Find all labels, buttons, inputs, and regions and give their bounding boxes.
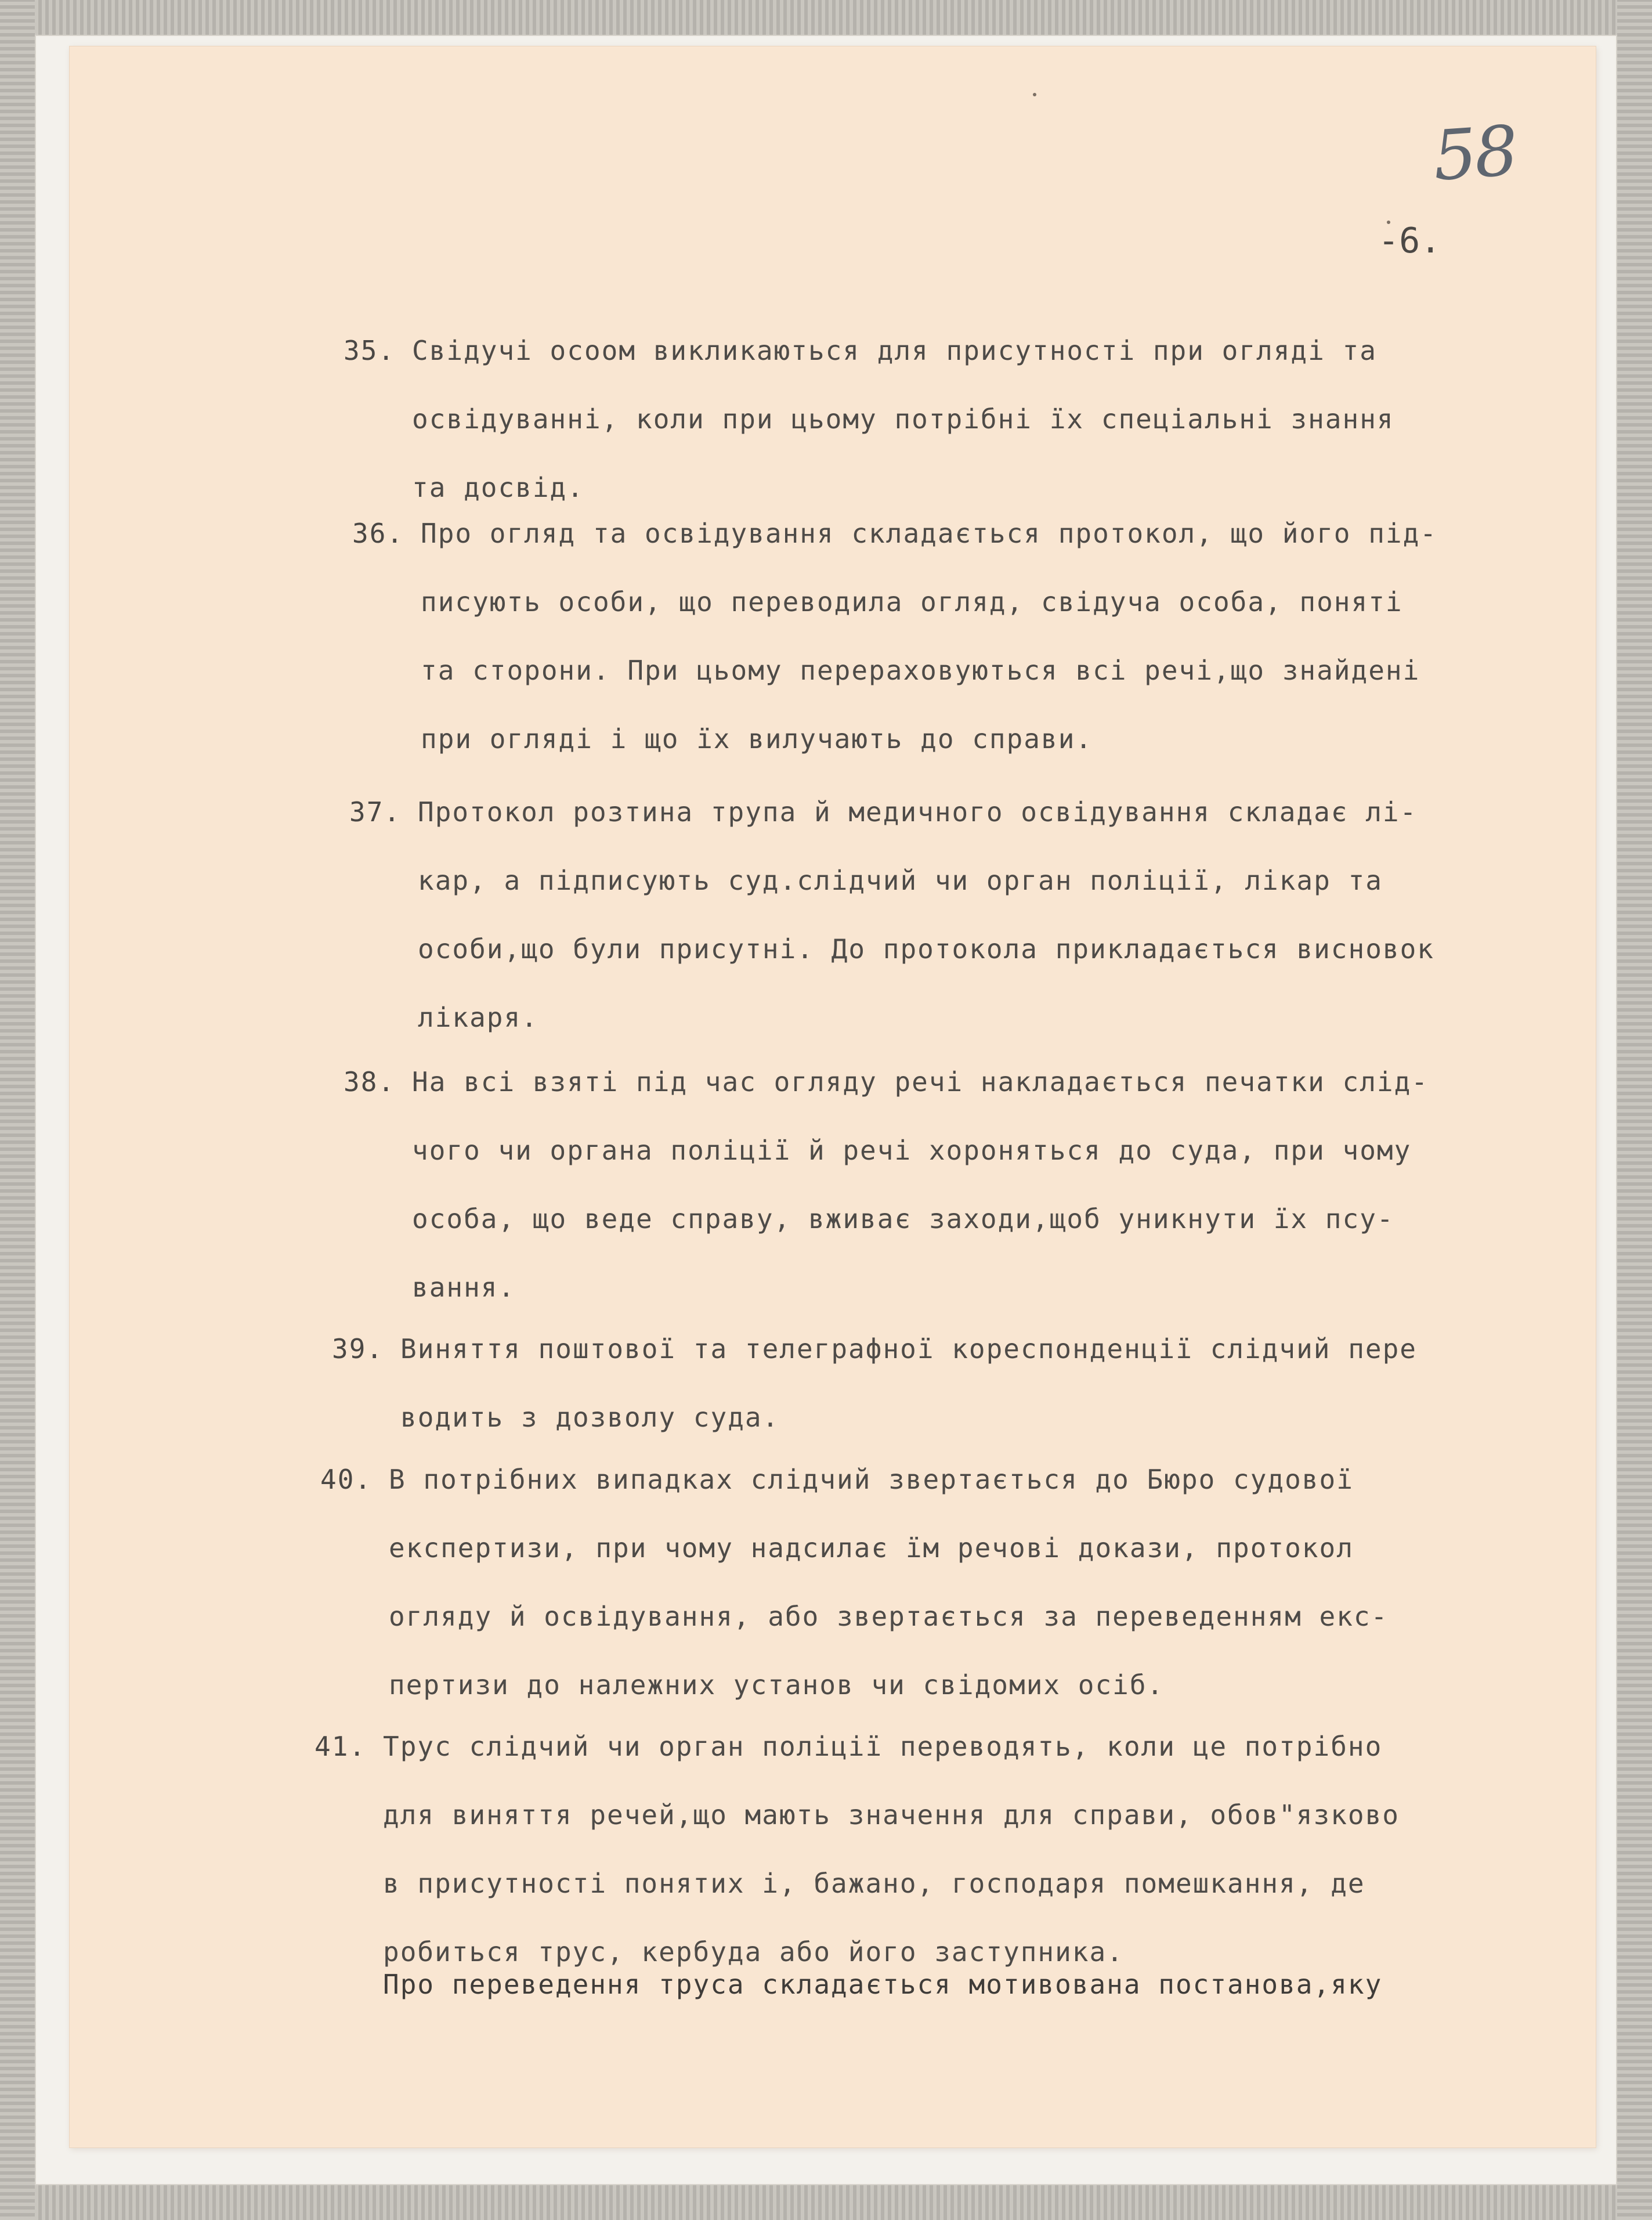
paragraph-39 bbox=[332, 1315, 1417, 1452]
paragraph-number: 39. bbox=[332, 1333, 384, 1365]
scan-border-top bbox=[0, 0, 1652, 35]
continuation-paragraph bbox=[383, 1950, 1382, 2019]
paragraph-number: 36. bbox=[352, 518, 404, 549]
paragraph-line: водить з дозволу суда. bbox=[400, 1402, 780, 1433]
paragraph-line: пертизи до належних установ чи свідомих осіб. bbox=[389, 1669, 1165, 1701]
paragraph-38 bbox=[344, 1048, 1429, 1322]
page-number: -6. bbox=[1378, 221, 1441, 261]
paragraph-line: та досвід. bbox=[412, 472, 584, 503]
paragraph-line: та сторони. При цьому перераховуються всі речі,що знайдені bbox=[421, 655, 1420, 686]
paragraph-line: Трус слідчий чи орган поліції переводять, коли це потрібно bbox=[383, 1731, 1383, 1762]
paragraph-line: Про огляд та освідування складається протокол, що його під- bbox=[421, 518, 1437, 549]
paragraph-number: 35. bbox=[344, 335, 396, 366]
paragraph-line: особи,що були присутні. До протокола прикладається висновок bbox=[418, 933, 1434, 965]
scan-border-bottom bbox=[0, 2185, 1652, 2220]
paragraph-35 bbox=[344, 316, 1394, 522]
paragraph-number: 40. bbox=[320, 1464, 373, 1495]
paragraph-41 bbox=[315, 1712, 1400, 1986]
paragraph-number: 37. bbox=[349, 796, 402, 828]
paragraph-40 bbox=[320, 1445, 1389, 1719]
paragraph-36 bbox=[352, 499, 1437, 773]
scan-border-right bbox=[1617, 0, 1652, 2220]
paragraph-line: Про переведення труса складається мотивована постанова,яку bbox=[383, 1969, 1383, 2000]
paragraph-line: в присутності понятих і, бажано, господаря помешкання, де bbox=[383, 1868, 1365, 1899]
paragraph-line: для виняття речей,що мають значення для справи, обов"язково bbox=[383, 1799, 1400, 1831]
paragraph-line: при огляді і що їх вилучають до справи. bbox=[421, 723, 1093, 755]
paper-speck bbox=[1033, 93, 1036, 96]
paragraph-line: писують особи, що переводила огляд, свідуча особа, поняті bbox=[421, 586, 1403, 618]
paragraph-line: На всі взяті під час огляду речі накладається печатки слід- bbox=[412, 1066, 1429, 1098]
paragraph-line: огляду й освідування, або звертається за переведенням екс- bbox=[389, 1601, 1389, 1632]
paragraph-line: В потрібних випадках слідчий звертається до Бюро судової bbox=[389, 1464, 1354, 1495]
paragraph-37 bbox=[349, 778, 1434, 1052]
paragraph-number: 41. bbox=[315, 1731, 367, 1762]
archive-folio-number: 58 bbox=[1430, 110, 1519, 196]
paragraph-line: Протокол розтина трупа й медичного освідування складає лі- bbox=[418, 796, 1418, 828]
scan-border-left bbox=[0, 0, 35, 2220]
paragraph-line: особа, що веде справу, вживає заходи,щоб уникнути їх псу- bbox=[412, 1203, 1394, 1234]
paragraph-line: чого чи органа поліції й речі хороняться до суда, при чому bbox=[412, 1135, 1412, 1166]
paragraph-line: Виняття поштової та телеграфної кореспонденції слідчий пере bbox=[400, 1333, 1417, 1365]
paragraph-line: кар, а підписують суд.слідчий чи орган поліції, лікар та bbox=[418, 865, 1383, 896]
paragraph-line: вання. bbox=[412, 1272, 516, 1303]
paragraph-number: 38. bbox=[344, 1066, 396, 1098]
paragraph-line: робиться трус, кербуда або його заступника. bbox=[383, 1936, 1124, 1968]
paragraph-line: Свідучі осоом викликаються для присутності при огляді та bbox=[412, 335, 1377, 366]
paragraph-line: лікаря. bbox=[418, 1002, 538, 1033]
paragraph-line: освідуванні, коли при цьому потрібні їх спеціальні знання bbox=[412, 403, 1394, 435]
paragraph-line: експертизи, при чому надсилає їм речові докази, протокол bbox=[389, 1532, 1354, 1564]
